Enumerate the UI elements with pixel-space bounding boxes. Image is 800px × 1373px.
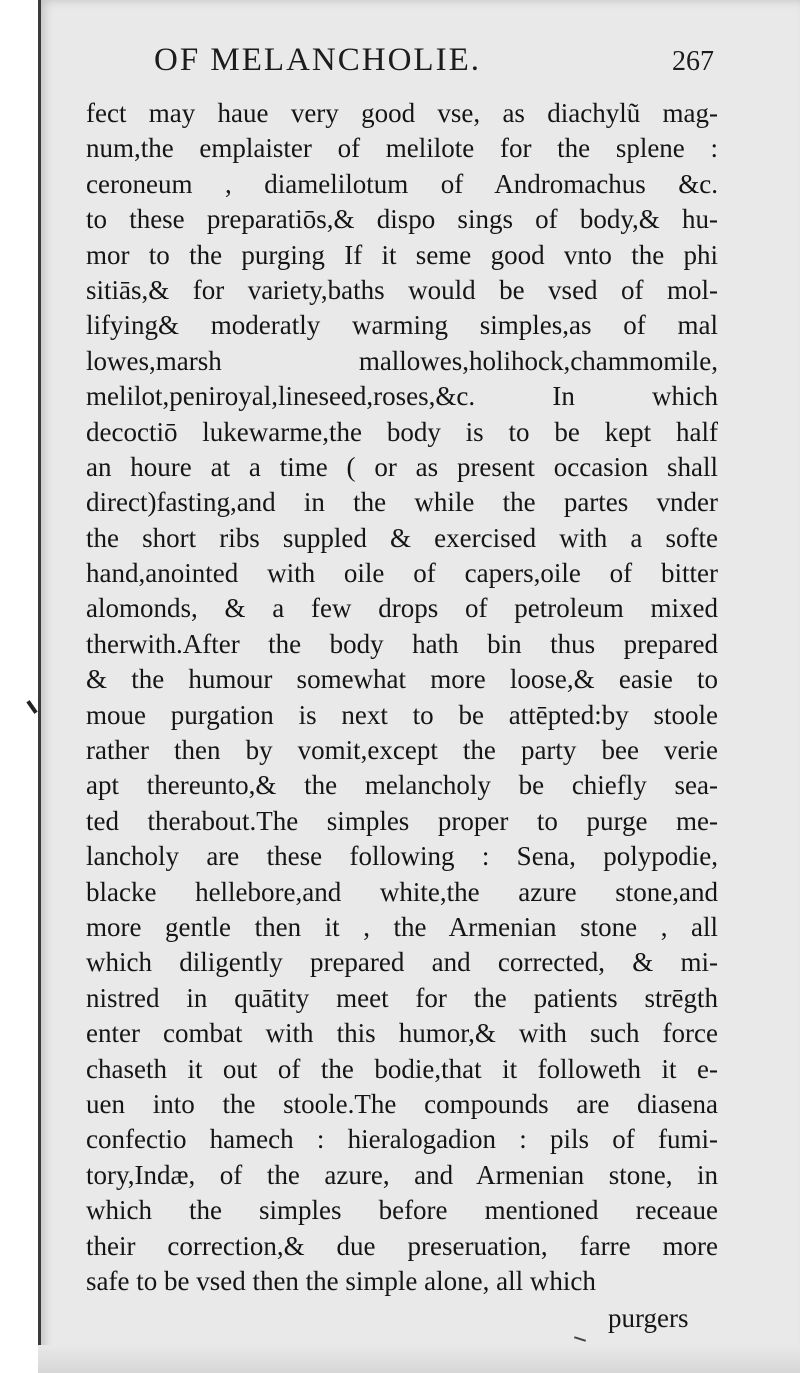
text-line: melilot,peniroyal,lineseed,roses,&c. In which <box>86 381 718 412</box>
text-line: to these preparatiōs,& dispo sings of body,& hu- <box>86 204 718 235</box>
text-line: num,the emplaister of melilote for the splene : <box>86 133 718 164</box>
text-line: hand,anointed with oile of capers,oile of bitter <box>86 558 718 589</box>
text-line: therwith.After the body hath bin thus prepared <box>86 628 718 659</box>
text-line: enter combat with this humor,& with such force <box>86 1018 718 1049</box>
text-line: an houre at a time ( or as present occasion shall <box>86 451 718 482</box>
text-line: the short ribs suppled & exercised with a softe <box>86 522 718 553</box>
text-line: fect may haue very good vse, as diachylũ mag- <box>86 98 718 128</box>
text-line: tory,Indæ, of the azure, and Armenian stone, in <box>86 1159 718 1190</box>
text-line: confectio hamech : hieralogadion : pils of fumi- <box>86 1124 718 1155</box>
body-text <box>86 96 718 1299</box>
page-gutter-edge <box>38 0 41 1373</box>
text-line: nistred in quātity meet for the patients strēgth <box>86 982 718 1013</box>
text-line: uen into the stoole.The compounds are diasena <box>86 1088 718 1119</box>
text-line: direct)fasting,and in the while the partes vnder <box>86 487 718 518</box>
text-line: which the simples before mentioned receaue <box>86 1195 718 1226</box>
page-number: 267 <box>672 46 714 77</box>
text-line: sitiās,& for variety,baths would be vsed of mol- <box>86 274 718 305</box>
text-line: blacke hellebore,and white,the azure stone,and <box>86 876 718 907</box>
page-bottom-shadow <box>38 1345 800 1373</box>
text-line: mor to the purging If it seme good vnto the phi <box>86 239 718 270</box>
page-header <box>110 38 720 88</box>
text-line: lowes,marsh mallowes,holihock,chammomile, <box>86 345 718 376</box>
text-line: chaseth it out of the bodie,that it followeth it e- <box>86 1053 718 1084</box>
ink-blot-mark <box>26 700 37 714</box>
text-line: ted therabout.The simples proper to purge me- <box>86 805 718 836</box>
text-line: lifying& moderatly warming simples,as of mal <box>86 310 718 341</box>
catchword: purgers <box>608 1303 689 1333</box>
running-head: OF MELANCHOLIE. <box>154 42 481 78</box>
text-line: their correction,& due preseruation, farre more <box>86 1230 718 1261</box>
text-line: ceroneum , diamelilotum of Andromachus &c. <box>86 168 718 199</box>
text-line: which diligently prepared and corrected, & mi- <box>86 947 718 978</box>
text-line: moue purgation is next to be attēpted:by stoole <box>86 699 718 730</box>
text-line: more gentle then it , the Armenian stone , all <box>86 911 718 942</box>
text-line: & the humour somewhat more loose,& easie to <box>86 664 718 695</box>
text-line: rather then by vomit,except the party bee verie <box>86 735 718 766</box>
text-line: lancholy are these following : Sena, polypodie, <box>86 841 718 872</box>
text-line: alomonds, & a few drops of petroleum mixed <box>86 593 718 624</box>
text-line: decoctiō lukewarme,the body is to be kept half <box>86 416 718 447</box>
text-line: safe to be vsed then the simple alone, all which <box>86 1265 596 1296</box>
text-line: apt thereunto,& the melancholy be chiefly sea- <box>86 770 718 801</box>
